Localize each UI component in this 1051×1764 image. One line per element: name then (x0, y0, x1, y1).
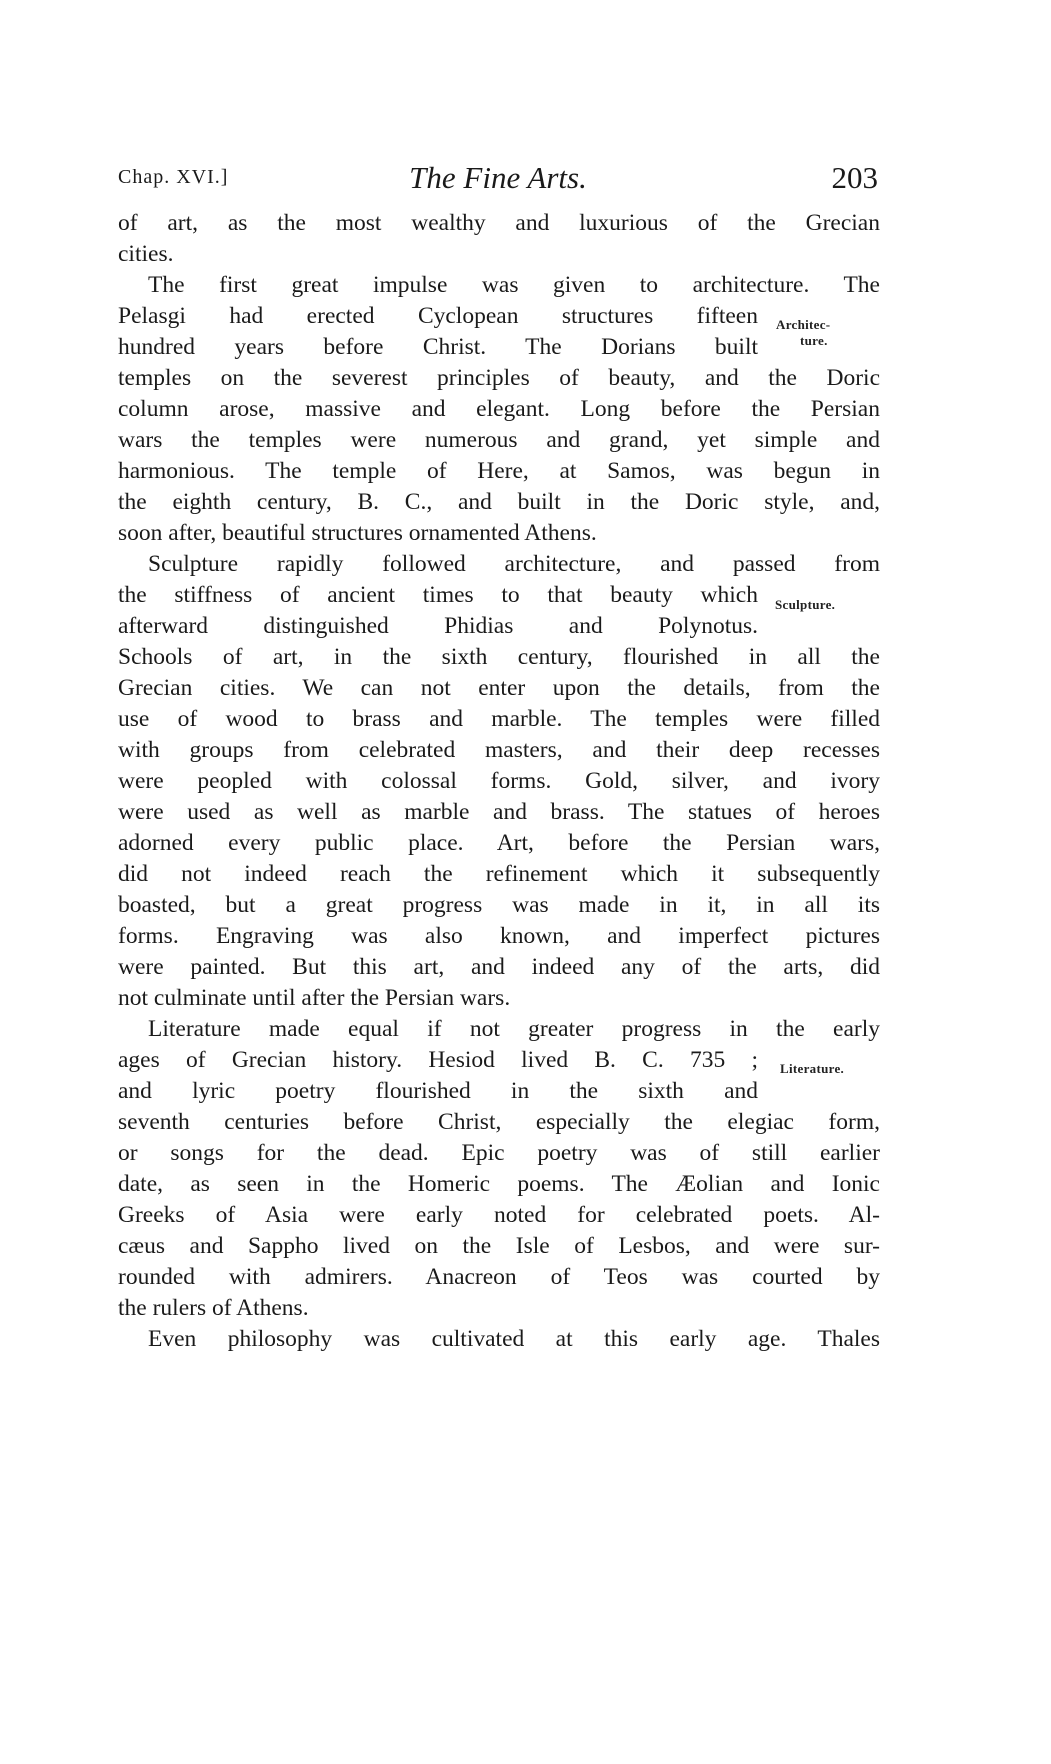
running-header (118, 160, 878, 200)
text-line: Schools of art, in the sixth century, flourished in all the (118, 644, 880, 670)
margin-note-architecture: Architec- (776, 317, 831, 332)
margin-note-architecture-cont: ture. (800, 333, 828, 348)
text-line: harmonious. The temple of Here, at Samos, was begun in (118, 458, 880, 484)
text-line: Even philosophy was cultivated at this early age. Thales (148, 1326, 880, 1352)
text-line: were painted. But this art, and indeed any of the arts, did (118, 954, 880, 980)
running-title: The Fine Arts. (409, 160, 587, 195)
text-line: Pelasgi had erected Cyclopean structures fifteen (118, 303, 758, 329)
text-line: boasted, but a great progress was made in it, in all its (118, 892, 880, 918)
text-line: Grecian cities. We can not enter upon the details, from the (118, 675, 880, 701)
text-line: were used as well as marble and brass. The statues of heroes (118, 799, 880, 825)
text-line: column arose, massive and elegant. Long before the Persian (118, 396, 880, 422)
text-line: and lyric poetry flourished in the sixth and (118, 1078, 758, 1104)
text-line: afterward distinguished Phidias and Polynotus. (118, 613, 758, 639)
text-line: cæus and Sappho lived on the Isle of Lesbos, and were sur- (118, 1233, 880, 1259)
text-line: soon after, beautiful structures ornamented Athens. (118, 520, 597, 546)
text-line: The first great impulse was given to architecture. The (148, 272, 880, 298)
text-line: the stiffness of ancient times to that beauty which (118, 582, 758, 608)
text-line: not culminate until after the Persian wars. (118, 985, 511, 1011)
text-line: the eighth century, B. C., and built in the Doric style, and, (118, 489, 880, 515)
text-line: did not indeed reach the refinement which it subsequently (118, 861, 880, 887)
text-line: cities. (118, 241, 174, 267)
text-line: date, as seen in the Homeric poems. The Æolian and Ionic (118, 1171, 880, 1197)
text-line: Literature made equal if not greater progress in the early (148, 1016, 880, 1042)
text-line: with groups from celebrated masters, and their deep recesses (118, 737, 880, 763)
text-line: use of wood to brass and marble. The temples were filled (118, 706, 880, 732)
text-line: hundred years before Christ. The Dorians built (118, 334, 758, 360)
text-line: of art, as the most wealthy and luxurious of the Grecian (118, 210, 880, 236)
text-line: forms. Engraving was also known, and imperfect pictures (118, 923, 880, 949)
text-line: wars the temples were numerous and grand, yet simple and (118, 427, 880, 453)
chapter-label: Chap. XVI.] (118, 166, 229, 188)
text-line: the rulers of Athens. (118, 1295, 309, 1321)
page-number: 203 (831, 160, 878, 195)
text-line: Greeks of Asia were early noted for celebrated poets. Al- (118, 1202, 880, 1228)
text-line: temples on the severest principles of beauty, and the Doric (118, 365, 880, 391)
text-line: rounded with admirers. Anacreon of Teos was courted by (118, 1264, 880, 1290)
margin-note-literature: Literature. (780, 1061, 845, 1076)
text-line: or songs for the dead. Epic poetry was of still earlier (118, 1140, 880, 1166)
text-line: were peopled with colossal forms. Gold, silver, and ivory (118, 768, 880, 794)
text-line: adorned every public place. Art, before the Persian wars, (118, 830, 880, 856)
text-line: ages of Grecian history. Hesiod lived B. C. 735 ; (118, 1047, 758, 1073)
margin-note-sculpture: Sculpture. (775, 597, 836, 612)
text-line: Sculpture rapidly followed architecture, and passed from (148, 551, 880, 577)
text-line: seventh centuries before Christ, especially the elegiac form, (118, 1109, 880, 1135)
